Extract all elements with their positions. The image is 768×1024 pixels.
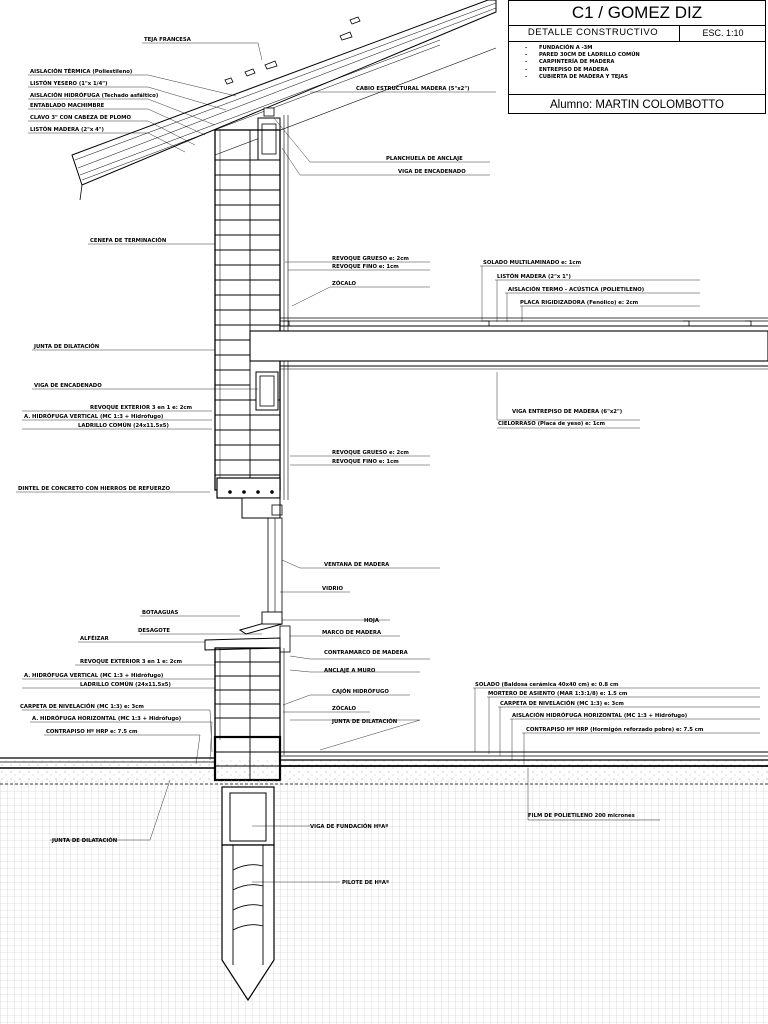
label-contrapiso-l: CONTRAPISO Hº HRP e: 7.5 cm [46, 729, 138, 735]
label-clavo: CLAVO 3" CON CABEZA DE PLOMO [30, 115, 131, 121]
label-botaaguas: BOTAAGUAS [142, 610, 179, 616]
label-junta-dilatacion-1: JUNTA DE DILATACIÓN [34, 344, 100, 350]
note-item: - CUBIERTA DE MADERA Y TEJAS [525, 74, 640, 81]
drawing-scale: ESC. 1:10 [679, 26, 766, 41]
label-zocalo-1: ZÓCALO [332, 281, 357, 287]
label-revoque-grueso-2: REVOQUE GRUESO e: 2cm [332, 450, 409, 456]
title-block-subtitle-row [509, 25, 765, 42]
upper-brick-courses [215, 130, 280, 490]
label-anclaje: ANCLAJE A MURO [324, 668, 376, 674]
window [205, 505, 290, 652]
label-aislacion-termica: AISLACIÓN TÉRMICA (Poliestileno) [30, 69, 133, 75]
label-viga-encadenado-mid: VIGA DE ENCADENADO [34, 383, 102, 389]
label-contrapiso-r: CONTRAPISO Hº HRP (Hormigón reforzado pobre) e: 7.5 cm [526, 727, 704, 733]
label-teja: TEJA FRANCESA [144, 37, 191, 43]
note-item: - ENTREPISO DE MADERA [525, 67, 640, 74]
label-solado-multilaminado: SOLADO MULTILAMINADO e: 1cm [483, 260, 582, 266]
ground-floor [0, 752, 768, 1024]
dintel [217, 478, 280, 498]
label-revoque-fino-2: REVOQUE FINO e: 1cm [332, 459, 399, 465]
label-vidrio: VIDRIO [322, 586, 344, 592]
label-revoque-exterior-1: REVOQUE EXTERIOR 3 en 1 e: 2cm [90, 405, 193, 411]
label-marco: MARCO DE MADERA [322, 630, 382, 636]
foundation [222, 787, 274, 1000]
label-entablado: ENTABLADO MACHIMBRE [30, 103, 105, 109]
label-ventana: VENTANA DE MADERA [324, 562, 390, 568]
label-viga-entrepiso: VIGA ENTREPISO DE MADERA (6"x2") [512, 409, 623, 415]
drawing-subtitle: DETALLE CONSTRUCTIVO [527, 27, 659, 38]
title-block-notes [525, 45, 640, 81]
label-junta-dilatacion-3: JUNTA DE DILATACIÓN [52, 838, 118, 844]
label-aislacion-termo-acustica: AISLACIÓN TERMO - ACÚSTICA (POLIETILENO) [508, 287, 645, 293]
label-aislacion-hidrofuga-techo: AISLACIÓN HIDRÓFUGA (Techado asfáltico) [30, 93, 159, 99]
viga-entrepiso [250, 331, 768, 361]
label-planchuela: PLANCHUELA DE ANCLAJE [386, 156, 463, 162]
label-viga-fundacion: VIGA DE FUNDACIÓN HºAº [310, 824, 389, 830]
label-aislacion-hidrofuga-horizontal-r: AISLACIÓN HIDRÓFUGA HORIZONTAL (MC 1:3 + Hidrófugo) [512, 713, 688, 719]
note-item: - CARPINTERÍA DE MADERA [525, 59, 640, 66]
label-liston-yesero: LISTÓN YESERO (1"x 1/4") [30, 81, 108, 87]
label-film: FILM DE POLIETILENO 200 micrones [528, 813, 635, 819]
label-ladrillo-comun-1: LADRILLO COMÚN (24x11.5x5) [78, 423, 169, 429]
label-a-hidrofuga-horizontal-l: A. HIDRÓFUGA HORIZONTAL (MC 1:3 + Hidrófugo) [32, 716, 182, 722]
label-revoque-grueso-1: REVOQUE GRUESO e: 2cm [332, 256, 409, 262]
label-viga-encadenado-top: VIGA DE ENCADENADO [398, 169, 466, 175]
label-a-hidrofuga-vertical-2: A. HIDRÓFUGA VERTICAL (MC 1:3 + Hidrófugo) [24, 673, 164, 679]
label-cabio: CABIO ESTRUCTURAL MADERA (5"x2") [356, 86, 470, 92]
viga-encadenado-mid [256, 372, 278, 410]
label-carpeta-nivelacion-l: CARPETA DE NIVELACIÓN (MC 1:3) e: 3cm [20, 704, 144, 710]
label-mortero: MORTERO DE ASIENTO (MAR 1:3:1/8) e: 1.5 cm [488, 691, 628, 697]
label-a-hidrofuga-vertical-1: A. HIDRÓFUGA VERTICAL (MC 1:3 + Hidrófugo) [24, 414, 164, 420]
liston-profiles [283, 321, 751, 326]
label-liston-madera-2x1: LISTÓN MADERA (2"x 1") [497, 274, 571, 280]
label-cenefa: CENEFA DE TERMINACIÓN [90, 238, 167, 244]
mezzanine-floor [250, 318, 768, 369]
label-solado-ceramico: SOLADO (Baldosa cerámica 40x40 cm) e: 0.8 cm [475, 682, 619, 688]
title-block [508, 0, 766, 114]
label-revoque-exterior-2: REVOQUE EXTERIOR 3 en 1 e: 2cm [80, 659, 183, 665]
label-pilote: PILOTE DE HºAº [342, 880, 389, 886]
drawing-title: C1 / GOMEZ DIZ [571, 3, 703, 22]
label-dintel: DINTEL DE CONCRETO CON HIERROS DE REFUERZO [18, 486, 171, 492]
label-cielorraso: CIELORRASO (Placa de yeso) e: 1cm [498, 421, 606, 427]
label-cajon-hidrofugo: CAJÓN HIDRÓFUGO [332, 689, 389, 695]
note-item: - PARED 30CM DE LADRILLO COMÚN [525, 52, 640, 59]
label-contramarco: CONTRAMARCO DE MADERA [324, 650, 408, 656]
student-name: Alumno: MARTIN COLOMBOTTO [509, 94, 765, 115]
label-zocalo-2: ZÓCALO [332, 706, 357, 712]
note-item: - FUNDACIÓN A -3M [525, 45, 640, 52]
label-liston-madera-2x4: LISTÓN MADERA (2"x 4") [30, 127, 104, 133]
label-ladrillo-comun-2: LADRILLO COMÚN (24x11.5x5) [80, 682, 171, 688]
label-revoque-fino-1: REVOQUE FINO e: 1cm [332, 264, 399, 270]
label-hoja: HOJA [364, 618, 380, 624]
label-alfeizar: ALFÉIZAR [80, 636, 109, 642]
label-desagote: DESAGOTE [138, 628, 171, 634]
upper-wall [215, 108, 288, 518]
label-carpeta-nivelacion-r: CARPETA DE NIVELACIÓN (MC 1:3) e: 3cm [500, 701, 624, 707]
label-placa-rigidizadora: PLACA RIGIDIZADORA (Fenólico) e: 2cm [520, 300, 639, 306]
label-junta-dilatacion-2: JUNTA DE DILATACIÓN [332, 719, 398, 725]
